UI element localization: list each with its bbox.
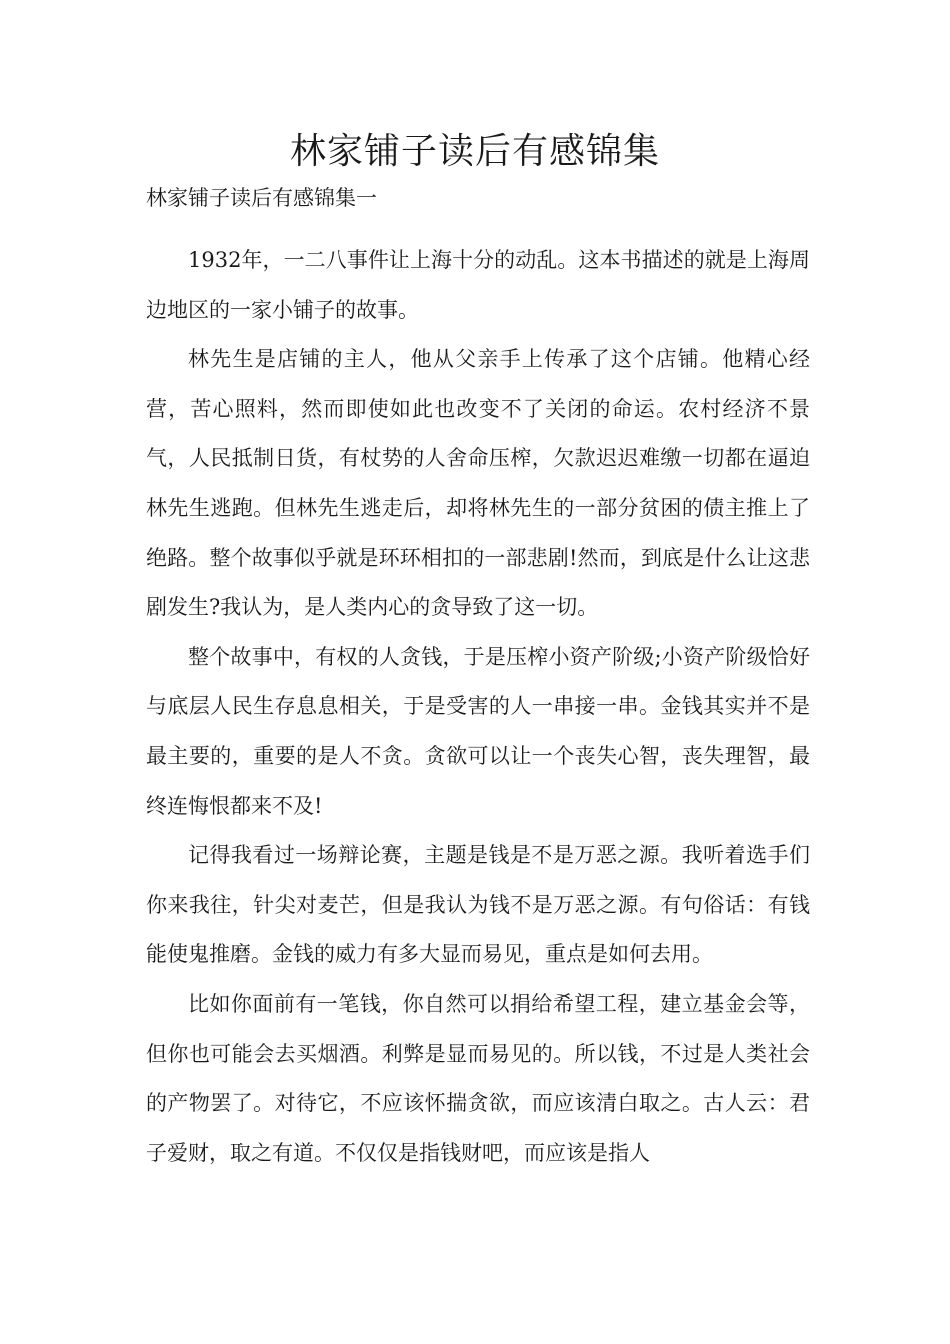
- paragraph: 记得我看过一场辩论赛，主题是钱是不是万恶之源。我听着选手们你来我往，针尖对麦芒，但是我认为钱不是万恶之源。有句俗话：有钱能使鬼推磨。金钱的威力有多大显而易见，重点是如何去用。: [146, 843, 810, 967]
- paragraph: 比如你面前有一笔钱，你自然可以捐给希望工程，建立基金会等，但你也可能会去买烟酒。利弊是显而易见的。所以钱，不过是人类社会的产物罢了。对待它，不应该怀揣贪欲，而应该清白取之。古人云：君子爱财，取之有道。不仅仅是指钱财吧，而应该是指人: [146, 991, 810, 1165]
- paragraph: 1932年，一二八事件让上海十分的动乱。这本书描述的就是上海周边地区的一家小铺子的故事。: [146, 248, 810, 322]
- document-subtitle: 林家铺子读后有感锦集一: [146, 186, 377, 210]
- document-title: 林家铺子读后有感锦集: [289, 131, 660, 172]
- document-body: [146, 236, 810, 1178]
- paragraph: 林先生是店铺的主人，他从父亲手上传承了这个店铺。他精心经营，苦心照料，然而即使如此也改变不了关闭的命运。农村经济不景气，人民抵制日货，有杖势的人舍命压榨，欠款迟迟难缴一切都在逼迫林先生逃跑。但林先生逃走后，却将林先生的一部分贫困的债主推上了绝路。整个故事似乎就是环环相扣的一部悲剧!然而，到底是什么让这悲剧发生?我认为，是人类内心的贪导致了这一切。: [146, 347, 810, 620]
- paragraph: 整个故事中，有权的人贪钱，于是压榨小资产阶级;小资产阶级恰好与底层人民生存息息相关，于是受害的人一串接一串。金钱其实并不是最主要的，重要的是人不贪。贪欲可以让一个丧失心智，丧失理智，最终连悔恨都来不及!: [146, 644, 810, 818]
